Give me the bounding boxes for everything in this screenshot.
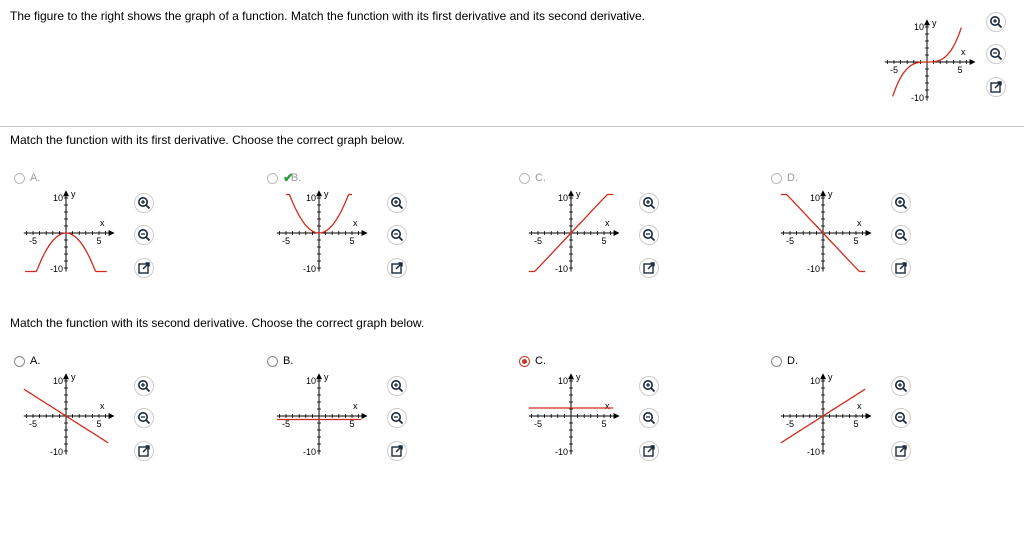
option-graph [28, 368, 132, 463]
zoom-in-button[interactable] [639, 193, 659, 213]
y-axis-label: y [828, 189, 833, 200]
option-letter: D. [787, 355, 798, 367]
option-graph [533, 368, 637, 463]
x-axis-arrow [970, 59, 976, 65]
y-axis-label: y [324, 372, 329, 383]
zoom-out-icon [894, 228, 908, 242]
x-tick-label-left: -5 [785, 419, 795, 429]
y-axis-label: y [828, 372, 833, 383]
y-axis-arrow [568, 373, 574, 379]
y-axis-arrow [63, 190, 69, 196]
option-header[interactable] [519, 171, 546, 185]
x-tick-label-right: 5 [96, 419, 102, 429]
x-axis-label: x [857, 401, 862, 411]
x-tick-label-left: -5 [28, 236, 38, 246]
x-axis-label: x [605, 218, 610, 228]
zoom-out-icon [989, 47, 1003, 61]
option-letter: D. [787, 172, 798, 184]
answer-option-a[interactable] [12, 354, 162, 464]
part2-prompt: Match the function with its second derivative. Choose the correct graph below. [10, 316, 425, 330]
zoom-in-icon [642, 379, 656, 393]
zoom-out-icon [642, 228, 656, 242]
option-graph [281, 185, 385, 280]
popout-button[interactable] [639, 441, 659, 461]
y-tick-label-top: 10 [305, 376, 316, 386]
y-axis-arrow [316, 190, 322, 196]
x-tick-label-left: -5 [28, 419, 38, 429]
option-graph [785, 185, 889, 280]
zoom-in-button[interactable] [639, 376, 659, 396]
x-axis-label: x [857, 218, 862, 228]
radio-button[interactable] [519, 173, 530, 184]
option-letter: B. [283, 355, 294, 367]
x-axis-label: x [353, 218, 358, 228]
zoom-in-icon [137, 379, 151, 393]
y-tick-label-top: 10 [557, 193, 568, 203]
option-header[interactable] [771, 354, 798, 368]
x-tick-label-left: -5 [533, 236, 543, 246]
y-axis-label: y [576, 372, 581, 383]
y-tick-label-bottom: -10 [554, 447, 568, 457]
y-axis-arrow [820, 373, 826, 379]
y-axis-arrow [820, 190, 826, 196]
popout-button[interactable] [891, 441, 911, 461]
x-tick-label-left: -5 [533, 419, 543, 429]
popout-button[interactable] [891, 258, 911, 278]
y-axis-label: y [932, 18, 937, 29]
y-tick-label-bottom: -10 [910, 93, 924, 103]
zoom-out-icon [642, 411, 656, 425]
x-tick-label-right: 5 [957, 65, 963, 75]
x-axis-arrow [109, 230, 115, 236]
section-divider [0, 126, 1024, 127]
x-axis-arrow [362, 413, 368, 419]
part1-prompt: Match the function with its first derivative. Choose the correct graph below. [10, 133, 405, 147]
y-tick-label-bottom: -10 [554, 264, 568, 274]
x-axis-label: x [100, 218, 105, 228]
option-header[interactable] [267, 171, 301, 185]
answer-option-c[interactable] [517, 354, 667, 464]
zoom-in-icon [390, 196, 404, 210]
y-axis-label: y [576, 189, 581, 200]
zoom-out-icon [390, 228, 404, 242]
zoom-in-button[interactable] [134, 376, 154, 396]
option-header[interactable] [14, 171, 40, 185]
y-tick-label-bottom: -10 [49, 447, 63, 457]
y-axis-arrow [924, 19, 930, 25]
zoom-in-button[interactable] [891, 193, 911, 213]
popout-icon [137, 261, 151, 275]
zoom-in-button[interactable] [891, 376, 911, 396]
zoom-in-icon [989, 15, 1003, 29]
answer-option-b[interactable] [265, 354, 415, 464]
x-tick-label-right: 5 [349, 236, 355, 246]
y-axis-arrow [63, 373, 69, 379]
y-axis-label: y [71, 372, 76, 383]
x-axis-arrow [614, 413, 620, 419]
option-letter: C. [535, 172, 546, 184]
option-letter: A. [30, 355, 41, 367]
x-axis-arrow [866, 413, 872, 419]
main-zoom-out-button[interactable] [986, 44, 1006, 64]
zoom-out-button[interactable] [639, 408, 659, 428]
option-graph [281, 368, 385, 463]
option-graph [785, 368, 889, 463]
zoom-out-button[interactable] [134, 408, 154, 428]
answer-option-b[interactable] [265, 171, 415, 281]
zoom-in-icon [894, 196, 908, 210]
y-tick-label-top: 10 [809, 376, 820, 386]
y-axis-arrow [316, 373, 322, 379]
zoom-in-icon [894, 379, 908, 393]
y-axis-arrow [568, 190, 574, 196]
y-axis-label: y [324, 189, 329, 200]
main-zoom-in-button[interactable] [986, 12, 1006, 32]
radio-button[interactable] [14, 173, 25, 184]
x-tick-label-left: -5 [889, 65, 899, 75]
x-axis-arrow [614, 230, 620, 236]
x-axis-label: x [961, 47, 966, 57]
zoom-out-button[interactable] [891, 408, 911, 428]
answer-option-a[interactable] [12, 171, 162, 281]
radio-button[interactable] [771, 173, 782, 184]
y-tick-label-top: 10 [52, 193, 63, 203]
main-graph-svg [880, 10, 980, 105]
zoom-in-button[interactable] [387, 193, 407, 213]
x-axis-arrow [362, 230, 368, 236]
option-header[interactable] [519, 354, 546, 368]
popout-button[interactable] [387, 258, 407, 278]
popout-icon [642, 261, 656, 275]
zoom-in-icon [642, 196, 656, 210]
zoom-out-icon [137, 411, 151, 425]
y-axis-label: y [71, 189, 76, 200]
zoom-out-button[interactable] [639, 225, 659, 245]
zoom-out-button[interactable] [134, 225, 154, 245]
option-letter: A. [30, 172, 41, 184]
zoom-in-icon [390, 379, 404, 393]
x-tick-label-right: 5 [853, 236, 859, 246]
radio-button[interactable] [519, 356, 530, 367]
x-axis-label: x [605, 401, 610, 411]
option-graph [533, 185, 637, 280]
y-tick-label-top: 10 [557, 376, 568, 386]
zoom-out-icon [137, 228, 151, 242]
x-tick-label-left: -5 [281, 236, 291, 246]
answer-option-d[interactable] [769, 171, 919, 281]
popout-icon [894, 261, 908, 275]
x-tick-label-right: 5 [601, 236, 607, 246]
popout-icon [137, 444, 151, 458]
popout-icon [989, 80, 1003, 94]
zoom-out-button[interactable] [891, 225, 911, 245]
question-title: The figure to the right shows the graph of a function. Match the function with its first derivative and its second derivative. [10, 9, 645, 23]
x-axis-label: x [353, 401, 358, 411]
option-header[interactable] [267, 354, 293, 368]
y-tick-label-bottom: -10 [302, 264, 316, 274]
main-popout-button[interactable] [986, 77, 1006, 97]
popout-icon [390, 261, 404, 275]
radio-button[interactable] [14, 356, 25, 367]
y-tick-label-bottom: -10 [806, 447, 820, 457]
option-header[interactable] [771, 171, 798, 185]
zoom-in-button[interactable] [134, 193, 154, 213]
x-axis-label: x [100, 401, 105, 411]
zoom-in-icon [137, 196, 151, 210]
popout-icon [894, 444, 908, 458]
x-tick-label-right: 5 [96, 236, 102, 246]
zoom-out-button[interactable] [387, 225, 407, 245]
x-tick-label-right: 5 [349, 419, 355, 429]
option-graph [28, 185, 132, 280]
y-tick-label-top: 10 [809, 193, 820, 203]
zoom-out-icon [894, 411, 908, 425]
radio-button[interactable] [771, 356, 782, 367]
popout-button[interactable] [134, 441, 154, 461]
y-tick-label-top: 10 [913, 22, 924, 32]
popout-button[interactable] [134, 258, 154, 278]
correct-check-icon: ✔ [283, 170, 294, 185]
y-tick-label-bottom: -10 [806, 264, 820, 274]
x-tick-label-left: -5 [785, 236, 795, 246]
radio-button[interactable] [267, 356, 278, 367]
zoom-in-button[interactable] [387, 376, 407, 396]
answer-option-c[interactable] [517, 171, 667, 281]
radio-button[interactable] [267, 173, 278, 184]
y-tick-label-top: 10 [52, 376, 63, 386]
popout-button[interactable] [639, 258, 659, 278]
x-tick-label-left: -5 [281, 419, 291, 429]
zoom-out-button[interactable] [387, 408, 407, 428]
option-letter: B. [290, 172, 302, 184]
y-tick-label-top: 10 [305, 193, 316, 203]
option-letter: C. [535, 355, 546, 367]
x-axis-arrow [866, 230, 872, 236]
x-tick-label-right: 5 [853, 419, 859, 429]
popout-button[interactable] [387, 441, 407, 461]
y-tick-label-bottom: -10 [302, 447, 316, 457]
popout-icon [390, 444, 404, 458]
option-header[interactable] [14, 354, 40, 368]
y-tick-label-bottom: -10 [49, 264, 63, 274]
main-function-graph [880, 10, 980, 105]
x-tick-label-right: 5 [601, 419, 607, 429]
x-axis-arrow [109, 413, 115, 419]
popout-icon [642, 444, 656, 458]
zoom-out-icon [390, 411, 404, 425]
answer-option-d[interactable] [769, 354, 919, 464]
